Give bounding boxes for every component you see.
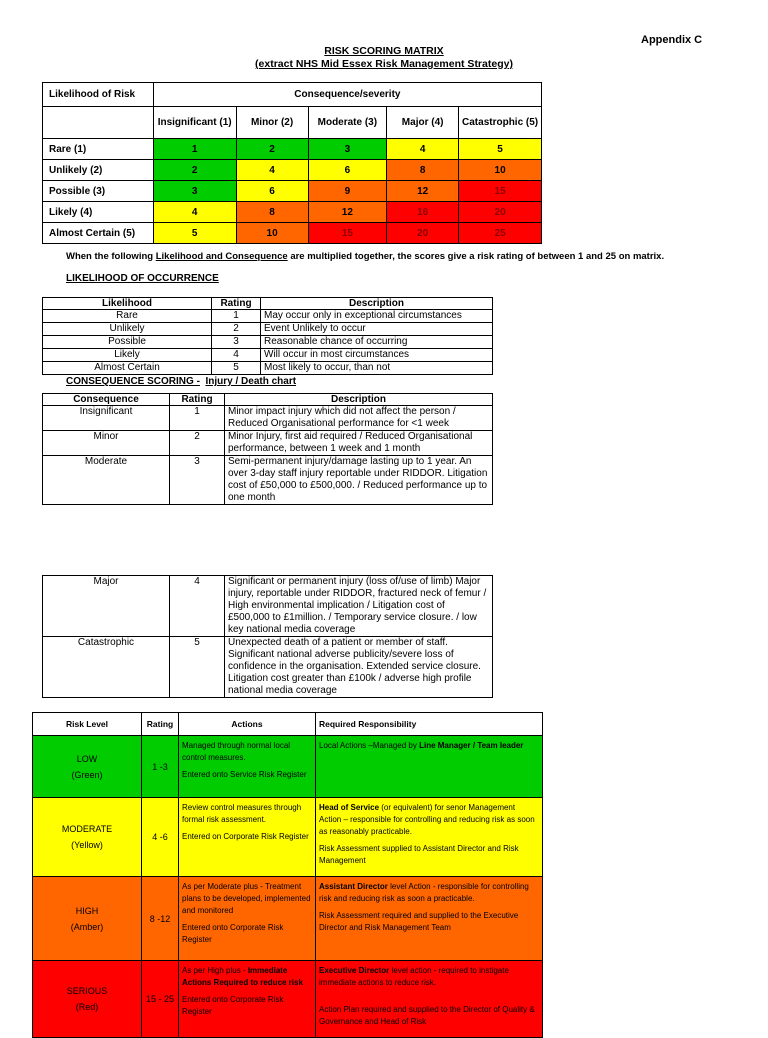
consequence-heading	[66, 376, 296, 387]
responsibility-detail: Risk Assessment required and supplied to the Executive Director and Risk Management Team	[319, 911, 519, 932]
rating-cell: 2	[212, 323, 261, 336]
responsible-role: Head of Service	[319, 803, 380, 812]
page-title: RISK SCORING MATRIX	[324, 45, 444, 57]
matrix-row	[43, 139, 542, 160]
matrix-score-cell: 12	[387, 181, 459, 202]
matrix-row	[43, 181, 542, 202]
description-cell: Will occur in most circumstances	[261, 349, 493, 362]
description-cell: May occur only in exceptional circumstances	[261, 310, 493, 323]
col-header: Risk Level	[33, 713, 142, 736]
description-cell: Unexpected death of a patient or member of staff. Significant national adverse publicity/severe loss of confidence in the organisation. Extended service closure. Litigation cost greater than £100k / adverse high profile national media coverage	[225, 637, 493, 698]
matrix-corner: Likelihood of Risk	[43, 83, 154, 107]
responsible-role: Assistant Director	[319, 882, 388, 891]
table-row	[43, 406, 493, 431]
matrix-score-cell: 12	[308, 202, 387, 223]
description-cell: Reasonable chance of occurring	[261, 336, 493, 349]
rating-cell: 2	[170, 431, 225, 456]
action-register: Entered onto Corporate Risk Register	[182, 995, 284, 1016]
description-cell: Minor impact injury which did not affect the person / Reduced Organisational performance for <1 week	[225, 406, 493, 431]
risk-matrix	[42, 82, 542, 244]
matrix-row	[43, 202, 542, 223]
rating-cell: 1 -3	[142, 736, 179, 798]
table-row	[43, 576, 493, 637]
risk-level-row	[33, 961, 543, 1038]
risk-level-color: (Green)	[71, 769, 103, 780]
matrix-col-header: Moderate (3)	[308, 107, 387, 139]
matrix-score-cell: 9	[308, 181, 387, 202]
matrix-score-cell: 6	[308, 160, 387, 181]
col-header: Description	[261, 298, 493, 310]
risk-level-name: HIGH	[75, 905, 99, 916]
responsibility-text: (or equivalent) for senor Management Action – responsible for controlling and reducing risk as soon as reasonably practicable.	[319, 803, 535, 836]
risk-level-cell	[33, 961, 142, 1038]
rating-cell: 1	[170, 406, 225, 431]
rating-cell: 15 - 25	[142, 961, 179, 1038]
actions-cell	[179, 736, 316, 798]
likelihood-cell: Possible	[43, 336, 212, 349]
consequence-cell: Catastrophic	[43, 637, 170, 698]
matrix-score-cell: 3	[153, 181, 236, 202]
matrix-score-cell: 10	[459, 160, 542, 181]
matrix-score-cell: 4	[153, 202, 236, 223]
matrix-empty-cell	[43, 107, 154, 139]
matrix-row-label: Rare (1)	[43, 139, 154, 160]
action-text: As per Moderate plus - Treatment plans to be developed, implemented and monitored	[182, 882, 311, 915]
matrix-consequence-header: Consequence/severity	[153, 83, 541, 107]
matrix-score-cell: 15	[459, 181, 542, 202]
risk-level-name: LOW	[76, 753, 98, 764]
col-header: Rating	[142, 713, 179, 736]
col-header: Likelihood	[43, 298, 212, 310]
appendix-label: Appendix C	[641, 34, 703, 46]
multiplication-note	[66, 251, 664, 262]
rating-cell: 8 -12	[142, 877, 179, 961]
table-row	[43, 310, 493, 323]
page-subtitle: (extract NHS Mid Essex Risk Management Strategy)	[255, 58, 513, 70]
rating-cell: 5	[170, 637, 225, 698]
matrix-row-label: Likely (4)	[43, 202, 154, 223]
description-cell: Event Unlikely to occur	[261, 323, 493, 336]
responsibility-text: level action - required to instigate immediate actions to reduce risk.	[319, 966, 509, 987]
table-row	[43, 349, 493, 362]
actions-cell	[179, 798, 316, 877]
likelihood-table	[42, 297, 493, 375]
matrix-col-header: Major (4)	[387, 107, 459, 139]
action-register: Entered on Corporate Risk Register	[182, 832, 309, 841]
likelihood-cell: Almost Certain	[43, 362, 212, 375]
consequence-cell: Minor	[43, 431, 170, 456]
note-emphasis: Likelihood and Consequence	[155, 251, 288, 262]
actions-cell	[179, 961, 316, 1038]
consequence-cell: Major	[43, 576, 170, 637]
col-header: Rating	[212, 298, 261, 310]
action-text: As per High plus -	[182, 966, 248, 975]
table-row	[43, 336, 493, 349]
risk-level-cell	[33, 798, 142, 877]
action-register: Entered onto Corporate Risk Register	[182, 923, 284, 944]
risk-level-row	[33, 736, 543, 798]
responsibility-cell	[316, 877, 543, 961]
matrix-score-cell: 20	[387, 223, 459, 244]
matrix-row-label: Possible (3)	[43, 181, 154, 202]
risk-level-color: (Yellow)	[71, 840, 103, 850]
matrix-row-label: Unlikely (2)	[43, 160, 154, 181]
consequence-cell: Moderate	[43, 456, 170, 505]
spacer	[319, 994, 539, 1004]
risk-level-cell	[33, 877, 142, 961]
description-cell: Most likely to occur, than not	[261, 362, 493, 375]
risk-level-actions-table	[32, 712, 543, 1038]
consequence-cell: Insignificant	[43, 406, 170, 431]
rating-cell: 4	[170, 576, 225, 637]
responsibility-text	[319, 881, 539, 905]
risk-level-cell	[33, 736, 142, 798]
responsibility-detail: Risk Assessment supplied to Assistant Director and Risk Management	[319, 844, 519, 865]
description-cell: Semi-permanent injury/damage lasting up to 1 year. An over 3-day staff injury reportable under RIDDOR. Litigation cost of £50,000 to £500,000. / Reduced performance up to one month	[225, 456, 493, 505]
responsibility-cell	[316, 961, 543, 1038]
likelihood-heading: LIKELIHOOD OF OCCURRENCE	[66, 273, 219, 284]
table-row	[43, 362, 493, 375]
note-text: When the following	[66, 251, 156, 262]
action-register: Entered onto Service Risk Register	[182, 770, 307, 779]
matrix-col-header: Minor (2)	[236, 107, 308, 139]
rating-cell: 5	[212, 362, 261, 375]
matrix-score-cell: 2	[236, 139, 308, 160]
action-emphasis: Immediate Actions Required to reduce risk	[182, 966, 303, 987]
table-row	[43, 323, 493, 336]
responsibility-cell	[316, 798, 543, 877]
matrix-score-cell: 5	[153, 223, 236, 244]
risk-level-row	[33, 877, 543, 961]
matrix-score-cell: 6	[236, 181, 308, 202]
risk-level-name: MODERATE	[61, 824, 113, 834]
matrix-row-label: Almost Certain (5)	[43, 223, 154, 244]
matrix-row	[43, 160, 542, 181]
matrix-score-cell: 1	[153, 139, 236, 160]
responsible-role: Executive Director	[319, 966, 390, 975]
risk-level-color: (Red)	[75, 1002, 99, 1012]
matrix-score-cell: 3	[308, 139, 387, 160]
matrix-score-cell: 20	[459, 202, 542, 223]
responsibility-text	[319, 740, 539, 752]
col-header: Description	[225, 394, 493, 406]
matrix-score-cell: 10	[236, 223, 308, 244]
responsibility-cell	[316, 736, 543, 798]
matrix-score-cell: 8	[236, 202, 308, 223]
risk-level-name: SERIOUS	[66, 986, 108, 996]
rating-cell: 3	[170, 456, 225, 505]
likelihood-cell: Rare	[43, 310, 212, 323]
col-header: Required Responsibility	[316, 713, 543, 736]
responsibility-text: level Action - responsible for controlling risk and reducing risk as soon a practicable.	[319, 882, 529, 903]
likelihood-cell: Likely	[43, 349, 212, 362]
actions-cell	[179, 877, 316, 961]
col-header: Actions	[179, 713, 316, 736]
matrix-score-cell: 15	[308, 223, 387, 244]
consequence-heading-sub: Injury / Death chart	[205, 376, 297, 387]
responsibility-text	[319, 965, 539, 989]
consequence-table	[42, 393, 493, 505]
rating-cell: 3	[212, 336, 261, 349]
description-cell: Significant or permanent injury (loss of/use of limb) Major injury, reportable under RIDDOR, fractured neck of femur / High environmental implication / Litigation cost of £500,000 to £1million. / Temporary service closure. / low key national media coverage	[225, 576, 493, 637]
table-row	[43, 431, 493, 456]
action-text: Managed through normal local control measures.	[182, 741, 291, 762]
action-text	[182, 965, 312, 989]
matrix-row	[43, 223, 542, 244]
matrix-score-cell: 16	[387, 202, 459, 223]
consequence-heading-main: CONSEQUENCE SCORING -	[66, 376, 200, 387]
matrix-score-cell: 25	[459, 223, 542, 244]
responsibility-detail: Action Plan required and supplied to the Director of Quality & Governance and Head of Risk	[319, 1005, 535, 1026]
consequence-table-continued	[42, 575, 493, 698]
rating-cell: 1	[212, 310, 261, 323]
rating-cell: 4 -6	[142, 798, 179, 877]
responsibility-text	[319, 802, 539, 838]
matrix-col-header: Insignificant (1)	[153, 107, 236, 139]
responsibility-text: Local Actions –Managed by	[319, 741, 420, 750]
matrix-score-cell: 5	[459, 139, 542, 160]
matrix-col-header: Catastrophic (5)	[459, 107, 542, 139]
responsible-role: Line Manager / Team leader	[419, 741, 524, 750]
likelihood-cell: Unlikely	[43, 323, 212, 336]
action-text: Review control measures through formal risk assessment.	[182, 803, 302, 824]
matrix-score-cell: 4	[387, 139, 459, 160]
risk-level-color: (Amber)	[70, 921, 104, 932]
matrix-score-cell: 2	[153, 160, 236, 181]
col-header: Rating	[170, 394, 225, 406]
table-row	[43, 456, 493, 505]
description-cell: Minor Injury, first aid required / Reduced Organisational performance, between 1 week and 1 month	[225, 431, 493, 456]
matrix-score-cell: 4	[236, 160, 308, 181]
risk-level-row	[33, 798, 543, 877]
col-header: Consequence	[43, 394, 170, 406]
matrix-score-cell: 8	[387, 160, 459, 181]
table-row	[43, 637, 493, 698]
rating-cell: 4	[212, 349, 261, 362]
note-text: are multiplied together, the scores give a risk rating of between 1 and 25 on matrix.	[287, 251, 665, 262]
